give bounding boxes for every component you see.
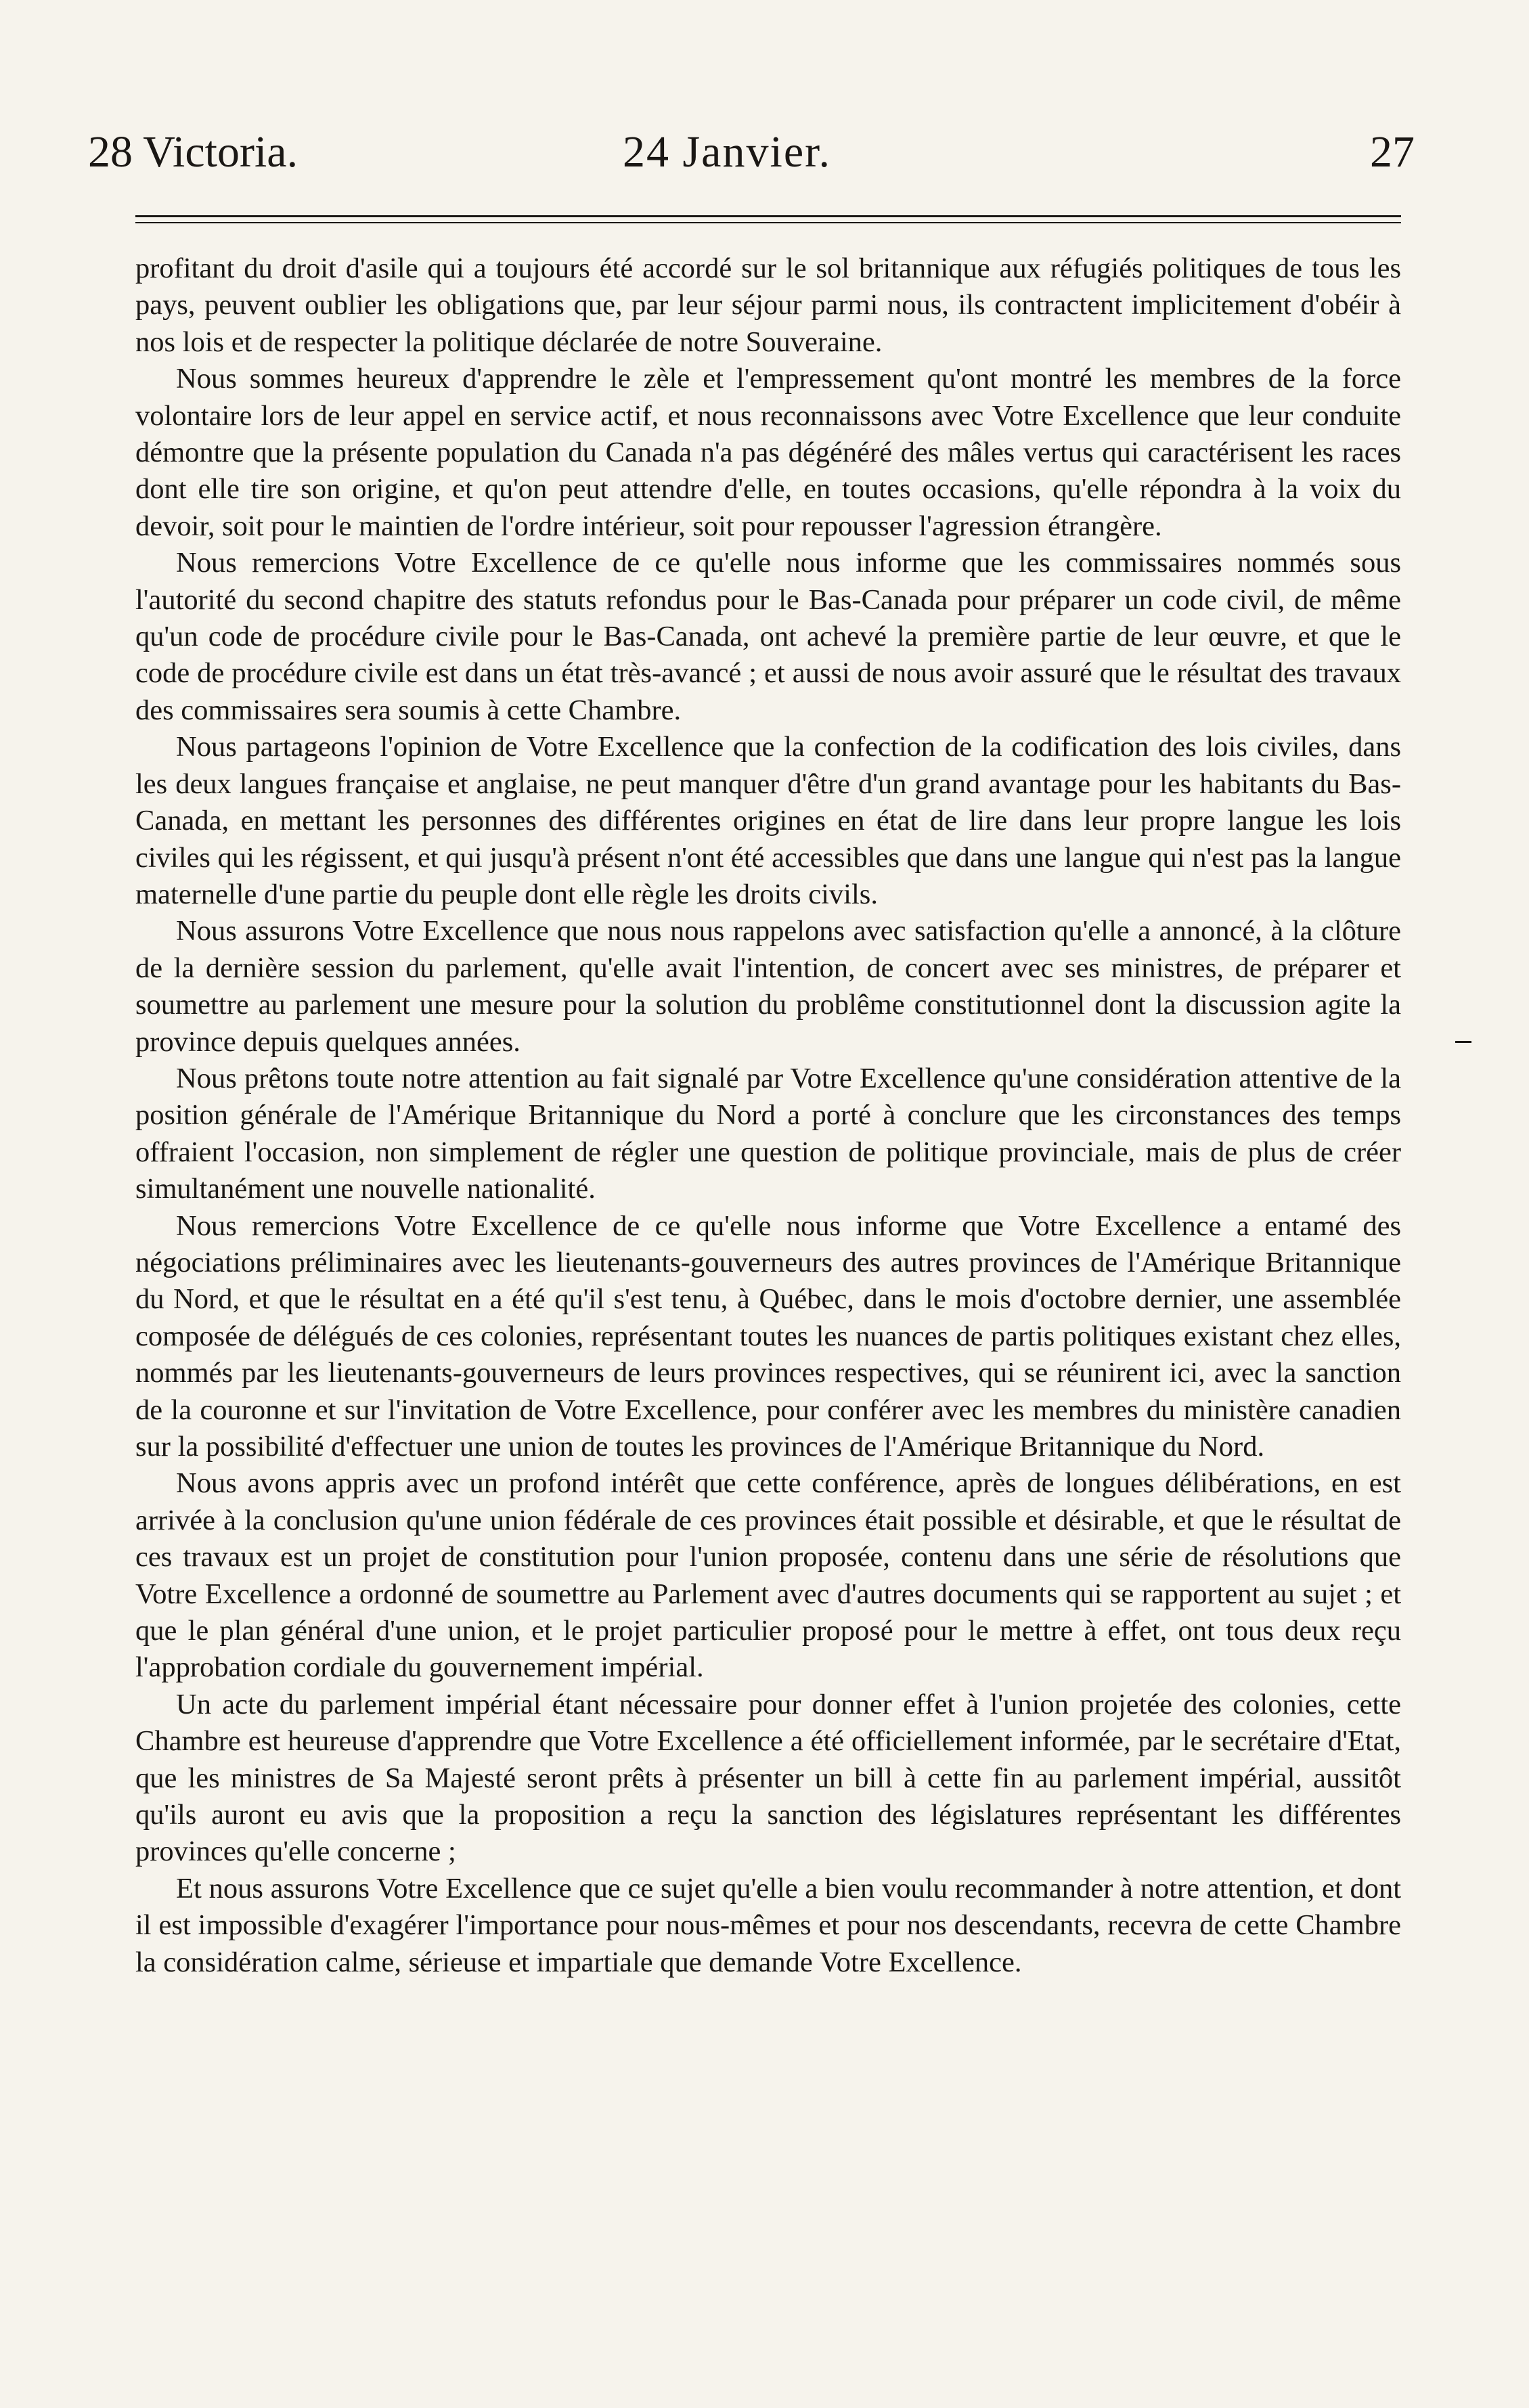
paragraph-6: Nous prêtons toute notre attention au fait signalé par Votre Excellence qu'une considération attentive de la position générale de l'Amérique Britannique du Nord a porté à conclure que les circonstances des temps offraient l'occasion, non simplement de régler une question de politique provinciale, mais de plus de créer simultanément une nouvelle nationalité. xyxy=(135,1062,1401,1205)
paragraph-4: Nous partageons l'opinion de Votre Excellence que la confection de la codification des lois civiles, dans les deux langues française et anglaise, ne peut manquer d'être d'un grand avantage pour les habitants du Bas-Canada, en mettant les personnes des différentes origines en état de lire dans leur propre langue les lois civiles qui les régissent, et qui jusqu'à présent n'ont été accessibles que dans une langue qui n'est pas la langue maternelle d'une partie du peuple dont elle règle les droits civils. xyxy=(135,731,1401,910)
header-regnal-year: 28 Victoria. xyxy=(88,127,298,177)
paragraph-1: profitant du droit d'asile qui a toujours été accordé sur le sol britannique aux réfugiés politiques de tous les pays, peuvent oublier les obligations que, par leur séjour parmi nous, ils contractent implicitement d'obéir à nos lois et de respecter la politique déclarée de notre Souveraine. xyxy=(135,252,1401,358)
paragraph-10: Et nous assurons Votre Excellence que ce sujet qu'elle a bien voulu recommander à notre attention, et dont il est impossible d'exagérer l'importance pour nous-mêmes et pour nos descendants, recevra de cette Chambre la considération calme, sérieuse et impartiale que demande Votre Excellence. xyxy=(135,1872,1401,1978)
margin-mark xyxy=(1455,1041,1471,1043)
paragraph-8: Nous avons appris avec un profond intérêt que cette conférence, après de longues délibérations, en est arrivée à la conclusion qu'une union fédérale de ces provinces était possible et désirable, et que le résultat de ces travaux est un projet de constitution pour l'union proposée, contenu dans une série de résolutions que Votre Excellence a ordonné de soumettre au Parlement avec d'autres documents qui se rapportent au sujet ; et que le plan général d'une union, et le projet particulier proposé pour le mettre à effet, ont tous deux reçu l'approbation cordiale du gouvernement impérial. xyxy=(135,1467,1401,1684)
header-rule-bottom xyxy=(135,222,1401,223)
paragraph-7: Nous remercions Votre Excellence de ce qu'elle nous informe que Votre Excellence a entamé des négociations préliminaires avec les lieutenants-gouverneurs des autres provinces de l'Amérique Britannique du Nord, et que le résultat en a été qu'il s'est tenu, à Québec, dans le mois d'octobre dernier, une assemblée composée de délégués de ces colonies, représentant toutes les nuances de partis politiques existant chez elles, nommés par les lieutenants-gouverneurs de leurs provinces respectives, qui se réunirent ici, avec la sanction de la couronne et sur l'invitation de Votre Excellence, pour conférer avec les membres du ministère canadien sur la possibilité d'effectuer une union de toutes les provinces de l'Amérique Britannique du Nord. xyxy=(135,1209,1401,1463)
page-number: 27 xyxy=(1370,127,1415,177)
paragraph-3: Nous remercions Votre Excellence de ce qu'elle nous informe que les commissaires nommés sous l'autorité du second chapitre des statuts refondus pour le Bas-Canada pour préparer un code civil, de même qu'un code de procédure civile pour le Bas-Canada, ont achevé la première partie de leur œuvre, et que le code de procédure civile est dans un état très-avancé ; et aussi de nous avoir assuré que le résultat des travaux des commissaires sera soumis à cette Chambre. xyxy=(135,547,1401,726)
paragraph-5: Nous assurons Votre Excellence que nous nous rappelons avec satisfaction qu'elle a annoncé, à la clôture de la dernière session du parlement, qu'elle avait l'intention, de concert avec ses ministres, de préparer et soumettre au parlement une mesure pour la solution du problême constitutionnel dont la discussion agite la province depuis quelques années. xyxy=(135,915,1401,1058)
running-header xyxy=(88,122,1415,183)
header-date: 24 Janvier. xyxy=(623,127,831,177)
paragraph-2: Nous sommes heureux d'apprendre le zèle et l'empressement qu'ont montré les membres de la force volontaire lors de leur appel en service actif, et nous reconnaissons avec Votre Excellence que leur conduite démontre que la présente population du Canada n'a pas dégénéré des mâles vertus qui caractérisent les races dont elle tire son origine, et qu'on peut attendre d'elle, en toutes occasions, qu'elle répondra à la voix du devoir, soit pour le maintien de l'ordre intérieur, soit pour repousser l'agression étrangère. xyxy=(135,363,1401,542)
paragraph-9: Un acte du parlement impérial étant nécessaire pour donner effet à l'union projetée des colonies, cette Chambre est heureuse d'apprendre que Votre Excellence a été officiellement informée, par le secrétaire d'Etat, que les ministres de Sa Majesté seront prêts à présenter un bill à cette fin au parlement impérial, aussitôt qu'ils auront eu avis que la proposition a reçu la sanction des législatures représentant les différentes provinces qu'elle concerne ; xyxy=(135,1688,1401,1868)
body-text xyxy=(135,250,1401,2355)
header-rule-top xyxy=(135,215,1401,217)
